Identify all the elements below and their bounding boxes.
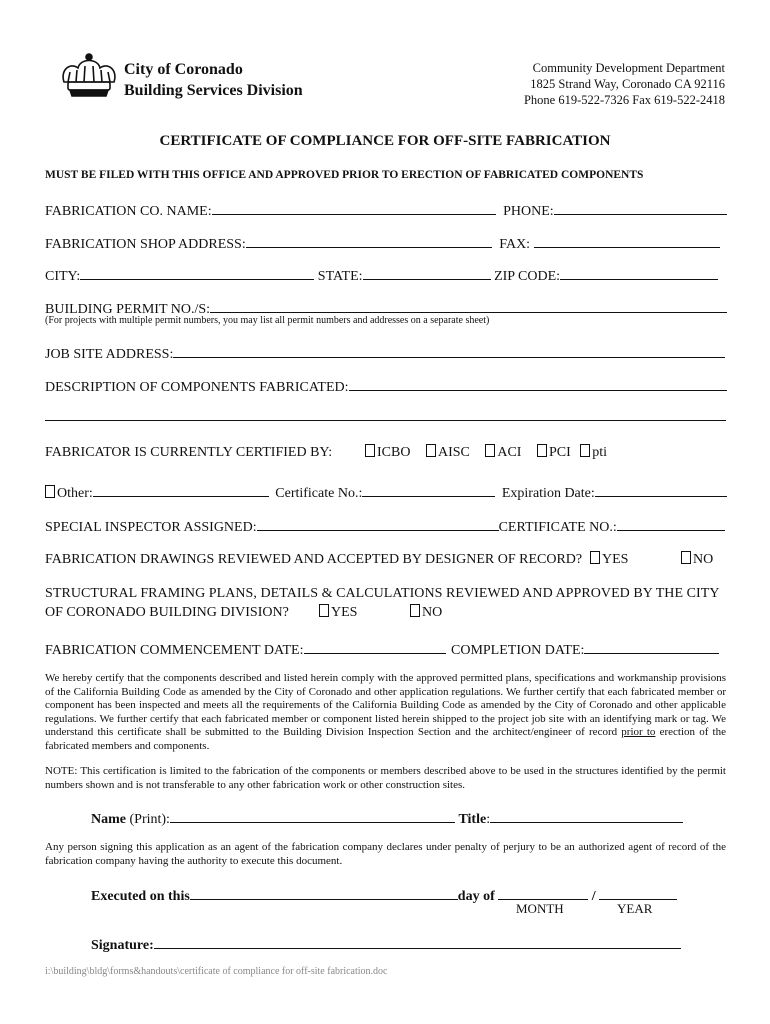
cert-option-pti[interactable] — [580, 445, 607, 460]
checkbox-icon[interactable] — [590, 551, 600, 564]
checkbox-icon[interactable] — [580, 444, 590, 457]
file-path-footer: i:\building\bldg\forms&handouts\certificate of compliance for off-site fabrication.doc — [45, 966, 388, 977]
year-caption: YEAR — [617, 901, 653, 916]
drawings-question: FABRICATION DRAWINGS REVIEWED AND ACCEPTED BY DESIGNER OF RECORD? — [45, 552, 583, 567]
crown-logo — [58, 52, 120, 100]
phone-label: PHONE: — [503, 204, 554, 219]
shop-address-input[interactable] — [246, 233, 492, 248]
checkbox-icon[interactable] — [426, 444, 436, 457]
inspector-row — [45, 516, 725, 536]
state-label: STATE: — [317, 269, 363, 284]
cert-option-icbo[interactable] — [365, 445, 410, 460]
department-address: 1825 Strand Way, Coronado CA 92116 — [530, 77, 725, 91]
division-name: Building Services Division — [124, 82, 303, 99]
city-input[interactable] — [80, 265, 314, 280]
name-input[interactable] — [170, 808, 455, 823]
day-of-label: day of — [457, 889, 495, 904]
year-input[interactable] — [599, 885, 677, 900]
zip-label: ZIP CODE: — [494, 269, 561, 284]
zip-input[interactable] — [560, 265, 718, 280]
drawings-yes[interactable] — [590, 551, 628, 568]
drawings-yes-label: YES — [602, 552, 629, 567]
cert-option-pti-label: pti — [592, 445, 608, 460]
agent-paragraph: Any person signing this application as an agent of the fabrication company declares under penalty of perjury to be an authorized agent of record of the fabrication company having the authority to execute this document. — [45, 841, 726, 867]
fax-label: FAX: — [499, 237, 531, 252]
phone-input[interactable] — [554, 200, 727, 215]
state-input[interactable] — [363, 265, 491, 280]
other-row — [45, 482, 727, 502]
cert-option-aci[interactable] — [485, 445, 521, 460]
fab-name-label: FABRICATION CO. NAME: — [45, 204, 212, 219]
signature-input[interactable] — [154, 934, 681, 949]
fab-name-row — [45, 200, 727, 220]
completion-input[interactable] — [584, 639, 719, 654]
shop-address-row — [45, 233, 720, 253]
form-subtitle: MUST BE FILED WITH THIS OFFICE AND APPROVED PRIOR TO ERECTION OF FABRICATED COMPONENTS — [45, 169, 644, 181]
crown-icon — [58, 52, 120, 100]
month-input[interactable] — [498, 885, 588, 900]
certification-underlined-text: prior to — [621, 726, 656, 738]
department-name: Community Development Department — [532, 61, 725, 75]
cert-option-icbo-label: ICBO — [377, 445, 411, 460]
checkbox-icon[interactable] — [681, 551, 691, 564]
inspector-cert-label: CERTIFICATE NO.: — [498, 520, 617, 535]
cert-option-pci[interactable] — [537, 445, 571, 460]
certificate-no-label: Certificate No.: — [275, 486, 363, 501]
structural-question-line-2: OF CORONADO BUILDING DIVISION? — [45, 605, 289, 620]
job-site-row — [45, 343, 725, 363]
checkbox-icon[interactable] — [319, 604, 329, 617]
checkbox-icon[interactable] — [410, 604, 420, 617]
inspector-input[interactable] — [257, 516, 499, 531]
executed-day-input[interactable] — [190, 885, 458, 900]
shop-address-label: FABRICATION SHOP ADDRESS: — [45, 237, 246, 252]
cert-options — [365, 444, 607, 461]
structural-no-label: NO — [422, 605, 443, 620]
fab-name-input[interactable] — [212, 200, 496, 215]
executed-row — [91, 885, 677, 905]
other-input[interactable] — [93, 482, 269, 497]
checkbox-icon[interactable] — [45, 485, 55, 498]
commencement-label: FABRICATION COMMENCEMENT DATE: — [45, 643, 304, 658]
executed-label: Executed on this — [91, 889, 190, 904]
drawings-no-label: NO — [693, 552, 714, 567]
certificate-no-input[interactable] — [362, 482, 495, 497]
checkbox-icon[interactable] — [537, 444, 547, 457]
certification-text-end: erection of the fabricated members and components. — [45, 726, 726, 752]
name-print-label: (Print): — [126, 812, 170, 827]
drawings-no[interactable] — [681, 551, 713, 568]
description-input[interactable] — [349, 376, 727, 391]
expiration-input[interactable] — [595, 482, 727, 497]
date-slash: / — [591, 889, 596, 904]
expiration-label: Expiration Date: — [501, 486, 595, 501]
job-site-input[interactable] — [173, 343, 725, 358]
form-title: CERTIFICATE OF COMPLIANCE FOR OFF-SITE FABRICATION — [159, 133, 611, 149]
city-label: CITY: — [45, 269, 81, 284]
other-label: Other: — [57, 486, 93, 501]
checkbox-icon[interactable] — [365, 444, 375, 457]
commencement-input[interactable] — [304, 639, 446, 654]
signature-row — [91, 934, 681, 954]
inspector-cert-input[interactable] — [617, 516, 725, 531]
title-label: Title — [458, 812, 487, 827]
structural-yes-label: YES — [331, 605, 358, 620]
title-input[interactable] — [490, 808, 683, 823]
department-block — [524, 60, 725, 108]
checkbox-icon[interactable] — [485, 444, 495, 457]
fax-input[interactable] — [534, 233, 720, 248]
month-caption: MONTH — [516, 901, 564, 916]
city-name: City of Coronado — [124, 61, 243, 78]
permit-input[interactable] — [210, 298, 727, 313]
description-row — [45, 376, 727, 396]
completion-label: COMPLETION DATE: — [451, 643, 585, 658]
certified-by-label: FABRICATOR IS CURRENTLY CERTIFIED BY: — [45, 445, 333, 460]
department-phone: Phone 619-522-7326 Fax 619-522-2418 — [523, 93, 725, 107]
structural-no[interactable] — [410, 604, 442, 621]
cert-option-pci-label: PCI — [548, 445, 571, 460]
structural-yes[interactable] — [319, 604, 357, 621]
job-site-label: JOB SITE ADDRESS: — [45, 347, 174, 362]
description-label: DESCRIPTION OF COMPONENTS FABRICATED: — [45, 380, 349, 395]
dates-row — [45, 639, 719, 659]
certification-paragraph — [45, 672, 726, 753]
description-input-line-2[interactable] — [45, 406, 726, 421]
signature-label: Signature: — [91, 938, 154, 953]
permit-label: BUILDING PERMIT NO./S: — [45, 302, 211, 317]
cert-option-aisc[interactable] — [426, 445, 470, 460]
cert-option-aisc-label: AISC — [437, 445, 470, 460]
name-label: Name — [91, 812, 126, 827]
certification-text: We hereby certify that the components described and listed herein comply with the approved permitted plans, specifications and workmanship provisions of the California Building Code as amended by the City of Coronado and other application regulations. We further certify that each fabricated member or component has been inspected and meets all the requirements of the California Building Code as amended by the City of Coronado and other applicable regulations. We further certify that each fabricated member or component listed herein shipped to the project job site with an identifying mark or tag. We understand this certificate shall be submitted to the Building Division Inspection Section and the architect/engineer of record — [45, 672, 726, 738]
permit-note: (For projects with multiple permit numbers, you may list all permit numbers and addresses on a separate sheet) — [45, 315, 490, 326]
name-title-row — [91, 808, 683, 828]
title-colon: : — [486, 812, 491, 827]
inspector-label: SPECIAL INSPECTOR ASSIGNED: — [45, 520, 257, 535]
structural-question-line-1: STRUCTURAL FRAMING PLANS, DETAILS & CALCULATIONS REVIEWED AND APPROVED BY THE CITY — [45, 586, 720, 601]
city-row — [45, 265, 718, 285]
note-paragraph: NOTE: This certification is limited to the fabrication of the components or members described above to be used in the structures identified by the permit numbers shown and is not transferable to any other fabrication work or other construction sites. — [45, 765, 726, 791]
cert-option-aci-label: ACI — [497, 445, 522, 460]
